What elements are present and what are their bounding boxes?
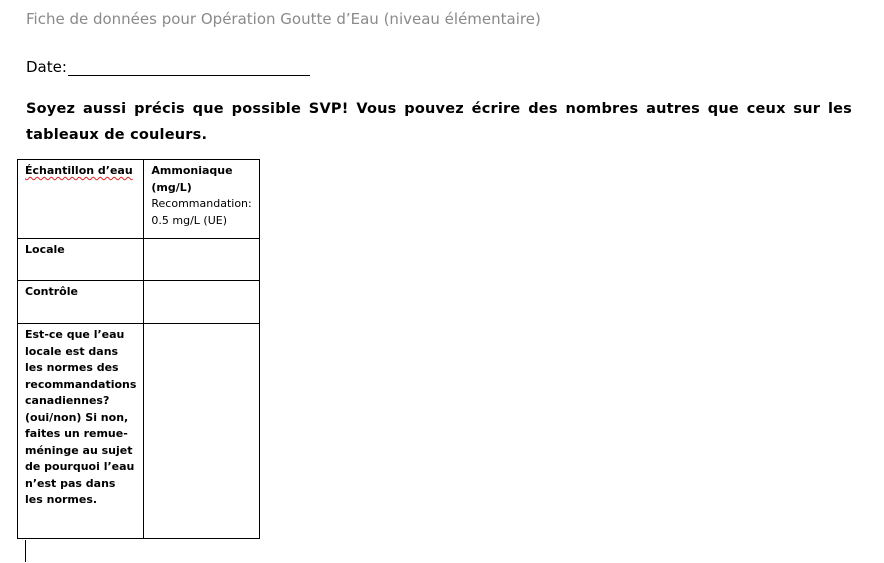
document-title: Fiche de données pour Opération Goutte d’Eau (niveau élémentaire) bbox=[26, 10, 541, 28]
header-ammonia-cell[interactable] bbox=[144, 160, 259, 239]
date-blank-line[interactable] bbox=[68, 61, 310, 76]
table-header-row bbox=[18, 160, 260, 239]
row-local-label[interactable]: Locale bbox=[18, 239, 144, 281]
table-row-local bbox=[18, 239, 260, 281]
table-row-question bbox=[18, 324, 260, 539]
header-ammonia-unit: (mg/L) bbox=[151, 180, 192, 194]
date-field[interactable] bbox=[26, 58, 310, 76]
row-control-value-cell[interactable] bbox=[144, 281, 259, 324]
row-control-label[interactable]: Contrôle bbox=[18, 281, 144, 324]
text-cursor bbox=[25, 540, 26, 562]
row-local-value-cell[interactable] bbox=[144, 239, 259, 281]
row-question-label[interactable]: Est-ce que l’eau locale est dans les normes des recommandations canadiennes? (oui/non) Si non, faites un remue-méninge au sujet de pourquoi l’eau n’est pas dans les normes. bbox=[18, 324, 144, 539]
header-recommendation-value: 0.5 mg/L (UE) bbox=[151, 213, 227, 227]
header-ammonia-label: Ammoniaque bbox=[151, 164, 233, 177]
header-sample-cell[interactable] bbox=[18, 160, 144, 239]
header-recommendation-label: Recommandation: bbox=[151, 197, 252, 210]
date-label: Date: bbox=[26, 58, 67, 76]
instruction-text: Soyez aussi précis que possible SVP! Vous pouvez écrire des nombres autres que ceux sur les tableaux de couleurs. bbox=[26, 101, 852, 143]
row-question-value-cell[interactable] bbox=[144, 324, 259, 539]
table-row-control bbox=[18, 281, 260, 324]
header-sample-label: Échantillon d’eau bbox=[25, 164, 133, 177]
data-table bbox=[17, 159, 260, 539]
